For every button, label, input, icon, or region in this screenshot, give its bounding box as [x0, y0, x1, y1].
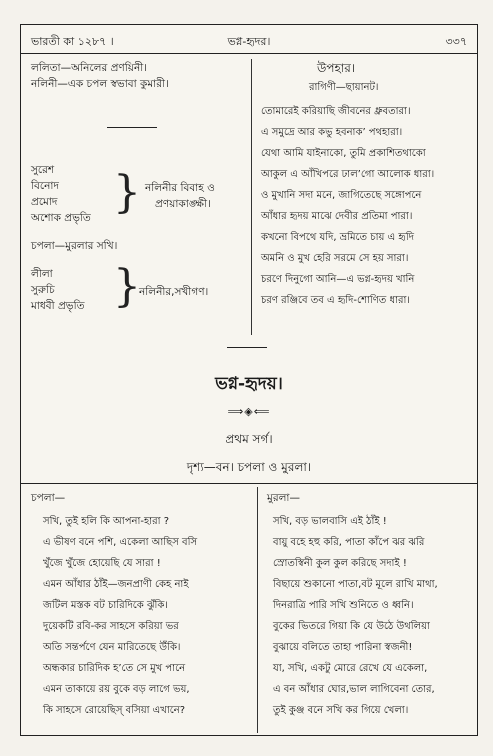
verse-line: এমন তাকায়ে রয় বুকে বড় লাগে ভয়, — [43, 684, 190, 695]
verse-line: সখি, তুই হলি কি আপনা-হারা ? — [43, 516, 170, 527]
section-dash — [107, 127, 157, 128]
section-rule — [21, 483, 477, 484]
cast-group1-name: সুরেশ — [31, 164, 55, 176]
verse-line: জটিল মস্তক বট চারিদিকে ঝুঁকি। — [43, 600, 168, 611]
cast-group1-description: প্রণয়াকাঙ্ক্ষী। — [155, 198, 211, 210]
verse-line: তুই কুঞ্জ বনে সখি কর গিয়ে খেলা। — [273, 705, 409, 716]
cast-group2-description: নলিনীর,সখীগণ। — [139, 286, 209, 298]
verse-line: খুঁজে খুঁজে হোয়েছি যে সারা ! — [43, 558, 161, 569]
dedication-line: অমনি ও মুখ হেরি সরমে সে হয় সারা। — [261, 253, 409, 264]
verse-line: সখি, বড় ভালবাসি এই ঠাঁই ! — [273, 516, 387, 527]
speaker-murala: মুরলা— — [267, 492, 300, 504]
brace-icon: } — [113, 167, 141, 218]
cast-group1-name: অশোক প্রভৃতি — [31, 212, 91, 224]
column-divider — [257, 487, 258, 733]
running-title: ভগ্ন-হৃদর। — [227, 35, 271, 48]
verse-line: বায়ু বহে হহু করি, পাতা কাঁপে ঝর ঝরি — [273, 537, 425, 548]
canto-heading: প্রথম সর্গ। — [225, 432, 273, 446]
scene-heading: দৃশ্য—বন। চপলা ও মুরলা। — [186, 460, 312, 474]
verse-line: বিছায়ে শুকানো পাতা,বট মূলে রাখি মাথা, — [273, 579, 438, 590]
verse-line: স্রোতস্বিনী কুল কুল করিছে সদাই ! — [273, 558, 407, 569]
verse-line: অন্ধকার চারিদিক হ’তে সে মুখ পানে — [43, 663, 186, 674]
dedication-line: চরণ রঞ্জিবে তব এ হৃদি-শোণিত ধারা। — [261, 295, 410, 306]
column-divider — [251, 59, 252, 335]
dedication-line: চরণে দিনুগো আনি—এ ভগ্ন-হৃদয় খানি — [261, 274, 415, 285]
dedication-heading: উপহার। — [317, 61, 356, 75]
cast-lalita: ললিতা—অনিলের প্রণয়িনী। — [31, 62, 147, 74]
dedication-line: ও মুখানি সদা মনে, জাগিতেছে সঙ্গোপনে — [261, 190, 422, 201]
dedication-line: কখনো বিপথে যদি, ভ্রমিতে চায় এ হৃদি — [261, 232, 414, 243]
cast-chapala: চপলা—মুরলার সখি। — [31, 240, 118, 252]
verse-line: অতি সন্তর্পণে যেন মারিতেছে উঁকি। — [43, 642, 181, 653]
verse-line: বুকের ভিতরে গিয়া কি যে উঠে উথলিয়া — [273, 621, 430, 632]
ornament-icon: ⟹◈⟸ — [227, 405, 271, 418]
dedication-line: যেথা আমি যাইনাকো, তুমি প্রকাশিতথাকো — [261, 148, 426, 159]
cast-group2-name: লীলা — [31, 268, 53, 280]
brace-icon: } — [113, 261, 141, 312]
verse-line: এ ভীষণ বনে পশি, একেলা আছিস বসি — [43, 537, 198, 548]
cast-group1-name: প্রমোদ — [31, 196, 58, 208]
book-page — [20, 24, 478, 736]
cast-group1-description: নলিনীর বিবাহ ও — [145, 182, 215, 194]
page-number: ৩৩৭ — [445, 35, 467, 48]
dedication-raga: রাগিণী—ছায়ানট। — [309, 82, 379, 93]
drama-title: ভগ্ন-হৃদয়। — [215, 374, 283, 394]
verse-line: কি সাহসে রোয়েছিস্ বসিয়া এখানে? — [43, 705, 186, 716]
verse-line: যা, সখি, একটু মোরে রেখে যে একেলা, — [273, 663, 428, 674]
section-dash — [227, 347, 267, 348]
dedication-line: আঁধার হৃদয় মাঝে দেবীর প্রতিমা পারা। — [261, 211, 413, 222]
dedication-line: তোমারেই করিয়াছি জীবনের ধ্রুবতারা। — [261, 106, 411, 117]
cast-group2-name: সুরুচি — [31, 284, 55, 296]
verse-line: বুঝায়ে বলিতে তাহা পারিনা স্বজনী! — [273, 642, 413, 653]
dedication-line: আকুল এ আঁখিপরে ঢাল’গো আলোক ধারা। — [261, 169, 435, 180]
journal-reference: ভারতী কা ১২৮৭ । — [31, 35, 114, 48]
header-rule — [21, 53, 477, 54]
cast-group2-name: মাধবী প্রভৃতি — [31, 300, 85, 312]
verse-line: এ বন আঁধার ঘোর,ভাল লাগিবেনা তোর, — [273, 684, 435, 695]
verse-line: দিনরাত্রি পারি সখি শুনিতে ও ধ্বনি। — [273, 600, 414, 611]
speaker-chapala: চপলা— — [31, 492, 66, 504]
verse-line: এমন আঁধার ঠাঁই—জনপ্রাণী কেহ নাই — [43, 579, 189, 590]
dedication-line: এ সমুদ্রে আর কভু হবনাক’ পথহারা। — [261, 127, 403, 138]
cast-nalini: নলিনী—এক চপল স্বভাবা কুমারী। — [31, 78, 169, 90]
verse-line: দুয়েকটি রবি-কর সাহসে করিয়া ভর — [43, 621, 179, 632]
cast-group1-name: বিনোদ — [31, 180, 59, 192]
running-header — [21, 29, 477, 51]
